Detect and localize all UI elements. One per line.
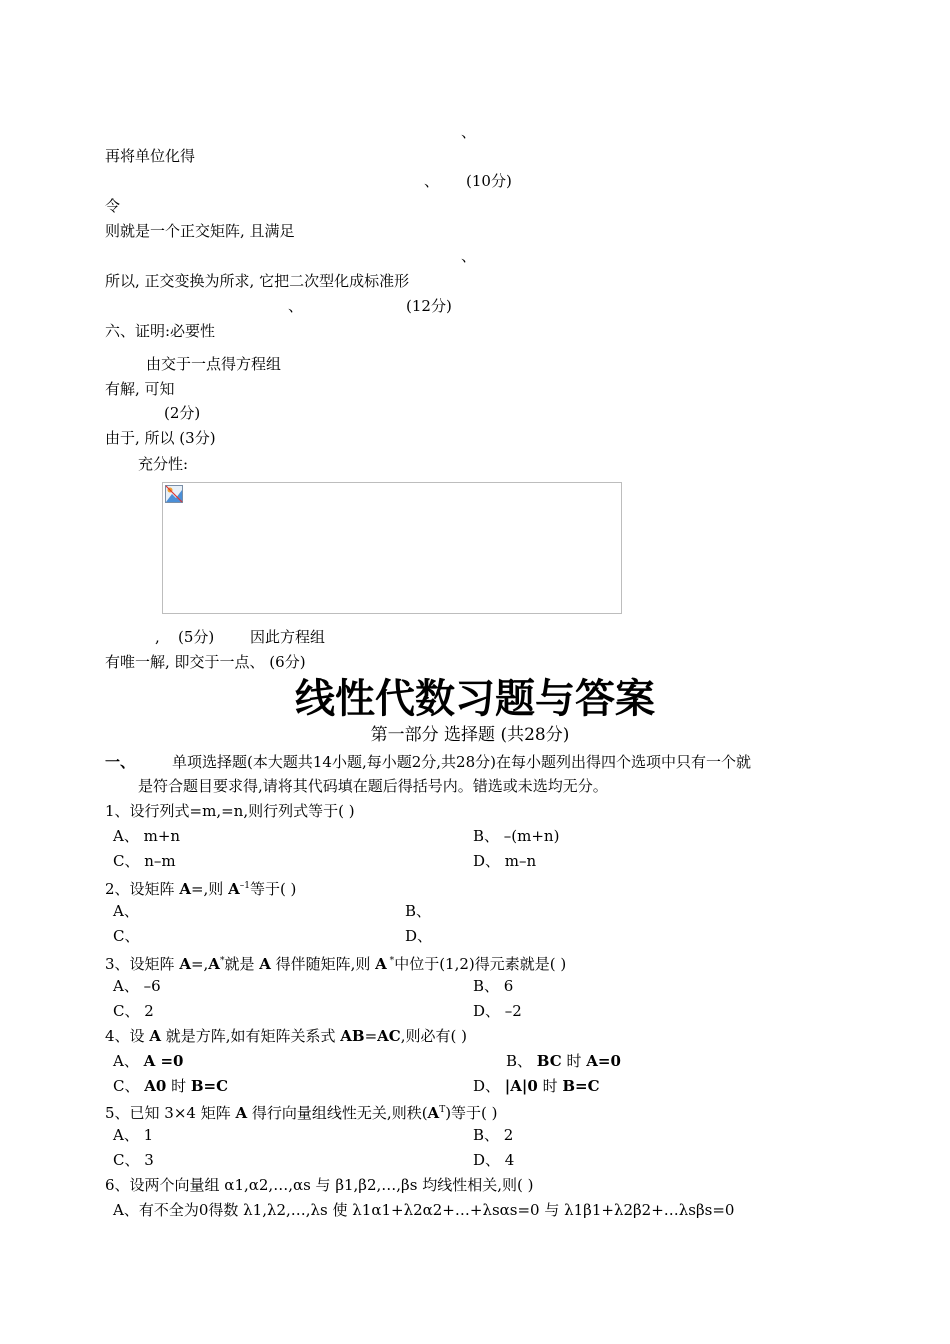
question-stem: 5、已知 3×4 矩阵 A 得行向量组线性无关,则秩$(A^T)$等于( )	[105, 1104, 498, 1122]
option-c: C、 A0 时 B=C	[113, 1077, 229, 1095]
text-line: 、	[461, 123, 477, 141]
option-b: B、 2	[473, 1126, 514, 1144]
option-d: D、	[405, 927, 433, 945]
score-label: (12分)	[406, 297, 452, 315]
score-label: (5分)	[178, 628, 215, 646]
option-a: A、 1	[113, 1126, 154, 1144]
document-title: 线性代数习题与答案	[295, 676, 655, 722]
option-b: B、 –(m+n)	[473, 827, 560, 845]
option-c: C、 2	[113, 1002, 154, 1020]
score-label: (10分)	[466, 172, 512, 190]
option-b: B、 BC 时 A=0	[506, 1052, 621, 1070]
option-a: A、 m+n	[113, 827, 181, 845]
text-line: 令	[105, 197, 121, 215]
text-line: 有解, 可知	[105, 380, 175, 398]
question-stem: 6、设两个向量组 α1,α2,…,αs 与 β1,β2,…,βs 均线性相关,则( )	[105, 1176, 534, 1194]
section-heading: 六、证明:必要性	[105, 322, 216, 340]
text-line: 由交于一点得方程组	[146, 355, 282, 373]
text-line: 有唯一解, 即交于一点、 (6分)	[105, 653, 306, 671]
question-stem: 3、设矩阵 A=,A*就是 A 得伴随矩阵,则 A *中位于(1,2)得元素就是( )	[105, 955, 567, 973]
option-a: A、 –6	[113, 977, 161, 995]
section-instructions: 是符合题目要求得,请将其代码填在题后得括号内。错选或未选均无分。	[138, 777, 608, 795]
text-line: 、	[288, 297, 304, 315]
option-d: D、 4	[473, 1151, 515, 1169]
option-a: A、 A =0	[113, 1052, 184, 1070]
option-c: C、	[113, 927, 140, 945]
text-line: 由于, 所以 (3分)	[105, 429, 216, 447]
option-d: D、 m–n	[473, 852, 537, 870]
text-line: 则就是一个正交矩阵, 且满足	[105, 222, 295, 240]
option-b: B、 6	[473, 977, 514, 995]
option-d: D、 |A|0 时 B=C	[473, 1077, 600, 1095]
part-heading: 第一部分 选择题 (共28分)	[370, 725, 570, 745]
option-a: A、有不全为0得数 λ1,λ2,…,λs 使 λ1α1+λ2α2+…+λsαs=0 与 λ1β1+λ2β2+…λsβs=0	[113, 1201, 735, 1219]
text-line: 因此方程组	[250, 628, 326, 646]
text-line: 、	[424, 172, 440, 190]
question-stem: 2、设矩阵 A=,则 $A^{-1}$等于( )	[105, 880, 297, 898]
section-number: 一、	[105, 753, 136, 771]
option-c: C、 3	[113, 1151, 154, 1169]
option-d: D、 –2	[473, 1002, 522, 1020]
broken-image-icon	[165, 485, 183, 503]
question-stem: 1、设行列式=m,=n,则行列式等于( )	[105, 802, 355, 820]
text-line: 充分性:	[138, 455, 189, 473]
option-c: C、 n–m	[113, 852, 176, 870]
image-placeholder	[162, 482, 622, 614]
text-line: ,	[155, 628, 160, 646]
text-line: 所以, 正交变换为所求, 它把二次型化成标准形	[105, 272, 410, 290]
option-b: B、	[405, 902, 432, 920]
text-line: 、	[461, 247, 477, 265]
question-stem: 4、设 A 就是方阵,如有矩阵关系式 AB=AC,则必有( )	[105, 1027, 467, 1045]
section-instructions: 单项选择题(本大题共14小题,每小题2分,共28分)在每小题列出得四个选项中只有一个就	[172, 753, 751, 771]
text-line: 再将单位化得	[105, 147, 196, 165]
option-a: A、	[113, 902, 139, 920]
score-label: (2分)	[164, 404, 201, 422]
